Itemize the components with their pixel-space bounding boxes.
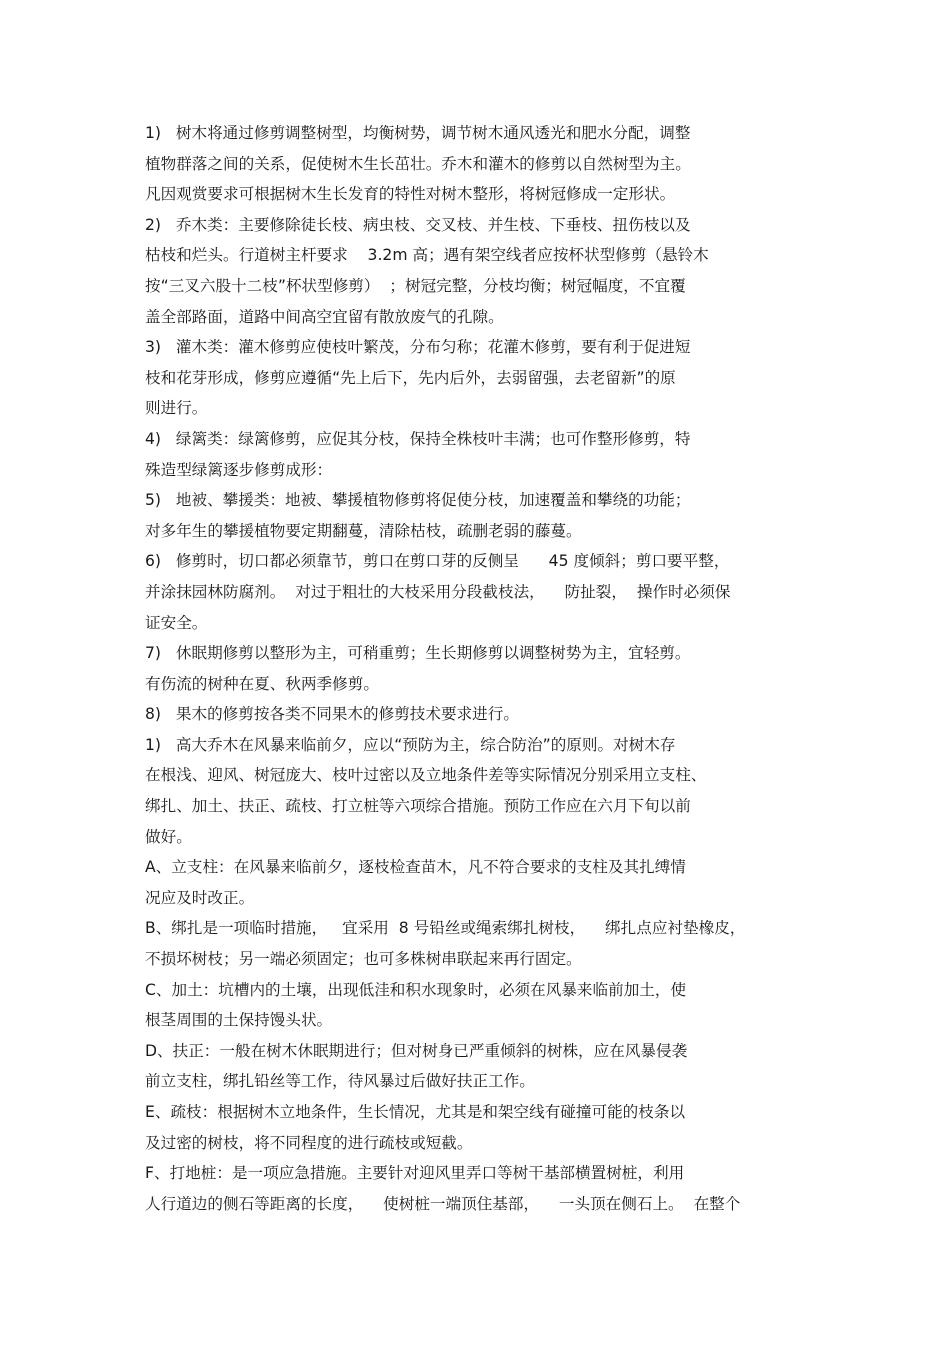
text-line: 人行道边的侧石等距离的长度， 使树桩一端顶住基部， 一头顶在侧石上。 在整个 [145,1194,741,1213]
text-line: 做好。 [145,827,192,846]
text-line: D、扶正：一般在树木休眠期进行；但对树身已严重倾斜的树株，应在风暴侵袭 [145,1041,688,1060]
text-line: 殊造型绿篱逐步修剪成形： [145,460,333,479]
text-line: F、打地桩：是一项应急措施。主要针对迎风里弄口等树干基部横置树桩，利用 [145,1164,685,1183]
text-line: A、立支柱：在风暴来临前夕，逐枝检查苗木，凡不符合要求的支柱及其扎缚情 [145,858,686,877]
text-line: 6) 修剪时，切口都必须靠节，剪口在剪口芽的反侧呈 45 度倾斜；剪口要平整， [145,552,730,571]
text-line: 绑扎、加土、扶正、疏枝、打立桩等六项综合措施。预防工作应在六月下旬以前 [145,797,691,816]
text-line: B、绑扎是一项临时措施， 宜采用 8 号铅丝或绳索绑扎树枝， 绑扎点应衬垫橡皮， [145,919,746,938]
text-line: 前立支柱，绑扎铅丝等工作，待风暴过后做好扶正工作。 [145,1072,535,1091]
text-line: 在根浅、迎风、树冠庞大、枝叶过密以及立地条件差等实际情况分别采用立支柱、 [145,766,707,785]
text-line: 凡因观赏要求可根据树木生长发育的特性对树木整形，将树冠修成一定形状。 [145,185,676,204]
text-line: 不损坏树枝；另一端必须固定；也可多株树串联起来再行固定。 [145,950,582,969]
body-text [145,118,825,1219]
text-line: 枯枝和烂头。行道树主杆要求 3.2m 高；遇有架空线者应按杯状型修剪（悬铃木 [145,246,709,265]
text-line: 3) 灌木类：灌木修剪应使枝叶繁茂，分布匀称；花灌木修剪，要有利于促进短 [145,338,691,357]
text-line: 8) 果木的修剪按各类不同果木的修剪技术要求进行。 [145,705,519,724]
text-line: 则进行。 [145,399,208,418]
text-line: 植物群落之间的关系，促使树木生长茁壮。乔木和灌木的修剪以自然树型为主。 [145,154,691,173]
text-line: 并涂抹园林防腐剂。 对过于粗壮的大枝采用分段截枝法， 防扯裂， 操作时必须保 [145,582,731,601]
text-line: 4) 绿篱类：绿篱修剪，应促其分枝，保持全株枝叶丰满；也可作整形修剪，特 [145,429,691,448]
text-line: E、疏枝：根据树木立地条件，生长情况，尤其是和架空线有碰撞可能的枝条以 [145,1103,686,1121]
text-line: 5) 地被、攀援类：地被、攀援植物修剪将促使分枝，加速覆盖和攀绕的功能； [145,491,691,510]
text-line: 7) 休眠期修剪以整形为主，可稍重剪；生长期修剪以调整树势为主，宜轻剪。 [145,644,691,663]
text-line: 枝和花芽形成，修剪应遵循“先上后下，先内后外，去弱留强，去老留新”的原 [145,368,676,387]
text-line: 1) 树木将通过修剪调整树型，均衡树势，调节树木通风透光和肥水分配，调整 [145,124,691,142]
text-line: C、加土：坑槽内的土壤，出现低洼和积水现象时，必须在风暴来临前加土，使 [145,980,687,999]
text-line: 及过密的树枝，将不同程度的进行疏枝或短截。 [145,1133,473,1152]
text-line: 1) 高大乔木在风暴来临前夕，应以“预防为主，综合防治”的原则。对树木存 [145,735,676,754]
text-line: 按“三叉六股十二枝”杯状型修剪） ；树冠完整，分枝均衡；树冠幅度，不宜覆 [145,276,686,295]
text-line: 根茎周围的土保持馒头状。 [145,1011,333,1030]
text-line: 证安全。 [145,613,208,632]
text-line: 对多年生的攀援植物要定期翻蔓，清除枯枝，疏删老弱的藤蔓。 [145,521,582,540]
text-line: 盖全部路面，道路中间高空宜留有散放废气的孔隙。 [145,307,504,326]
text-line: 有伤流的树种在夏、秋两季修剪。 [145,674,379,693]
text-line: 况应及时改正。 [145,888,255,907]
text-line: 2) 乔木类：主要修除徒长枝、病虫枝、交叉枝、并生枝、下垂枝、扭伤枝以及 [145,215,691,234]
